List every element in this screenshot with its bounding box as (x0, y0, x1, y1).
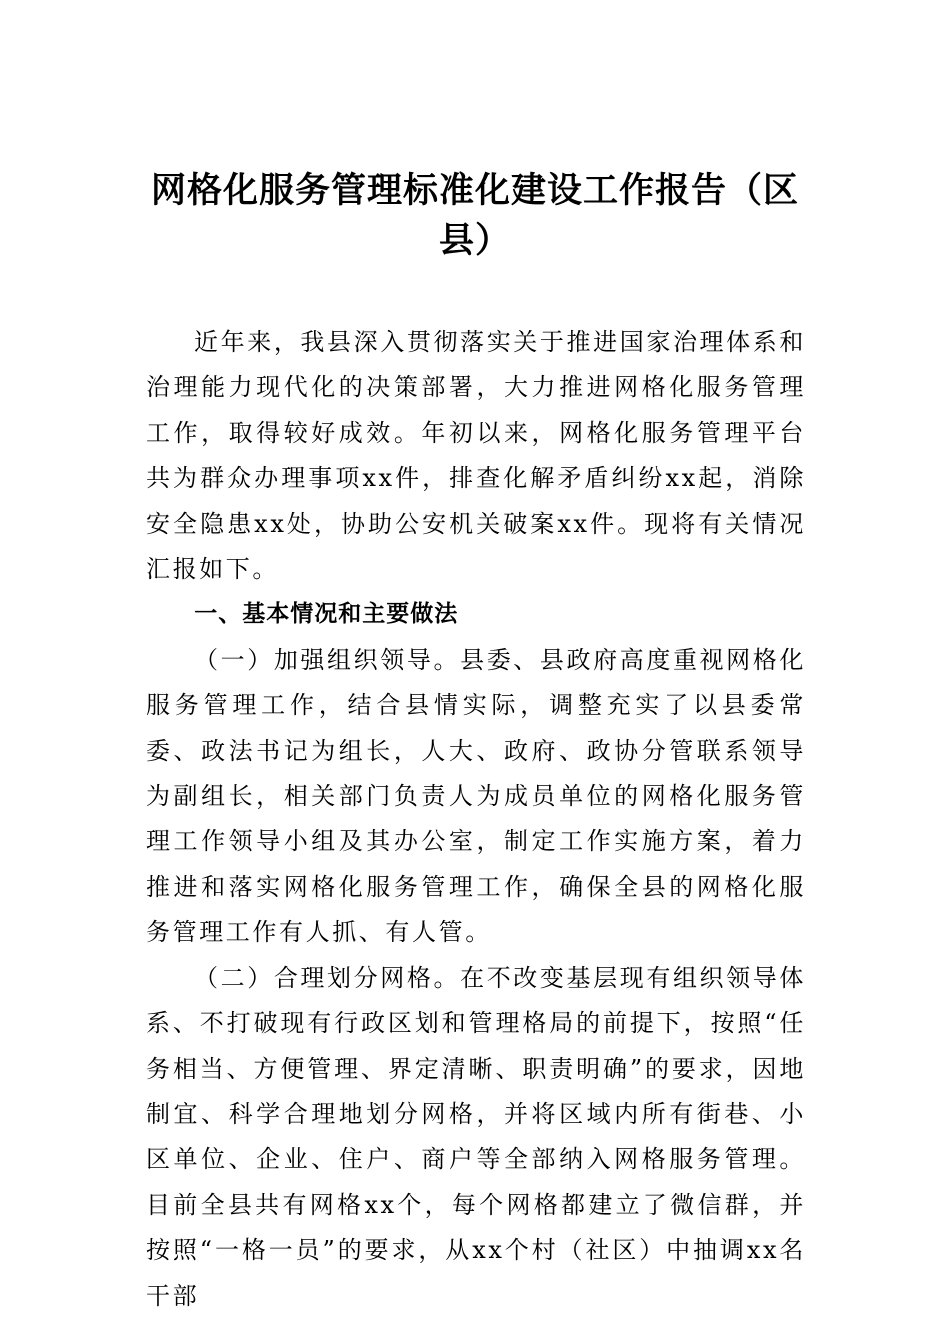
subsection-paragraph-1: （一）加强组织领导。县委、县政府高度重视网格化服务管理工作，结合县情实际，调整充实了以县委常委、政法书记为组长，人大、政府、政协分管联系领导为副组长，相关部门负责人为成员单位的网格化服务管理工作领导小组及其办公室，制定工作实施方案，着力推进和落实网格化服务管理工作，确保全县的网格化服务管理工作有人抓、有人管。 (146, 645, 806, 947)
section-heading-1: 一、基本情况和主要做法 (194, 601, 459, 628)
document-title: 网格化服务管理标准化建设工作报告（区县） (150, 170, 799, 261)
intro-paragraph: 近年来，我县深入贯彻落实关于推进国家治理体系和治理能力现代化的决策部署，大力推进网格化服务管理工作，取得较好成效。年初以来，网格化服务管理平台共为群众办理事项xx件，排查化解矛盾纠纷xx起，消除安全隐患xx处，协助公安机关破案xx件。现将有关情况汇报如下。 (146, 328, 806, 584)
subsection-paragraph-2: （二）合理划分网格。在不改变基层现有组织领导体系、不打破现有行政区划和管理格局的前提下，按照“任务相当、方便管理、界定清晰、职责明确”的要求，因地制宜、科学合理地划分网格，并将区域内所有街巷、小区单位、企业、住户、商户等全部纳入网格服务管理。目前全县共有网格xx个，每个网格都建立了微信群，并按照“一格一员”的要求，从xx个村（社区）中抽调xx名干部 (146, 963, 806, 1310)
document-body (146, 320, 806, 1319)
